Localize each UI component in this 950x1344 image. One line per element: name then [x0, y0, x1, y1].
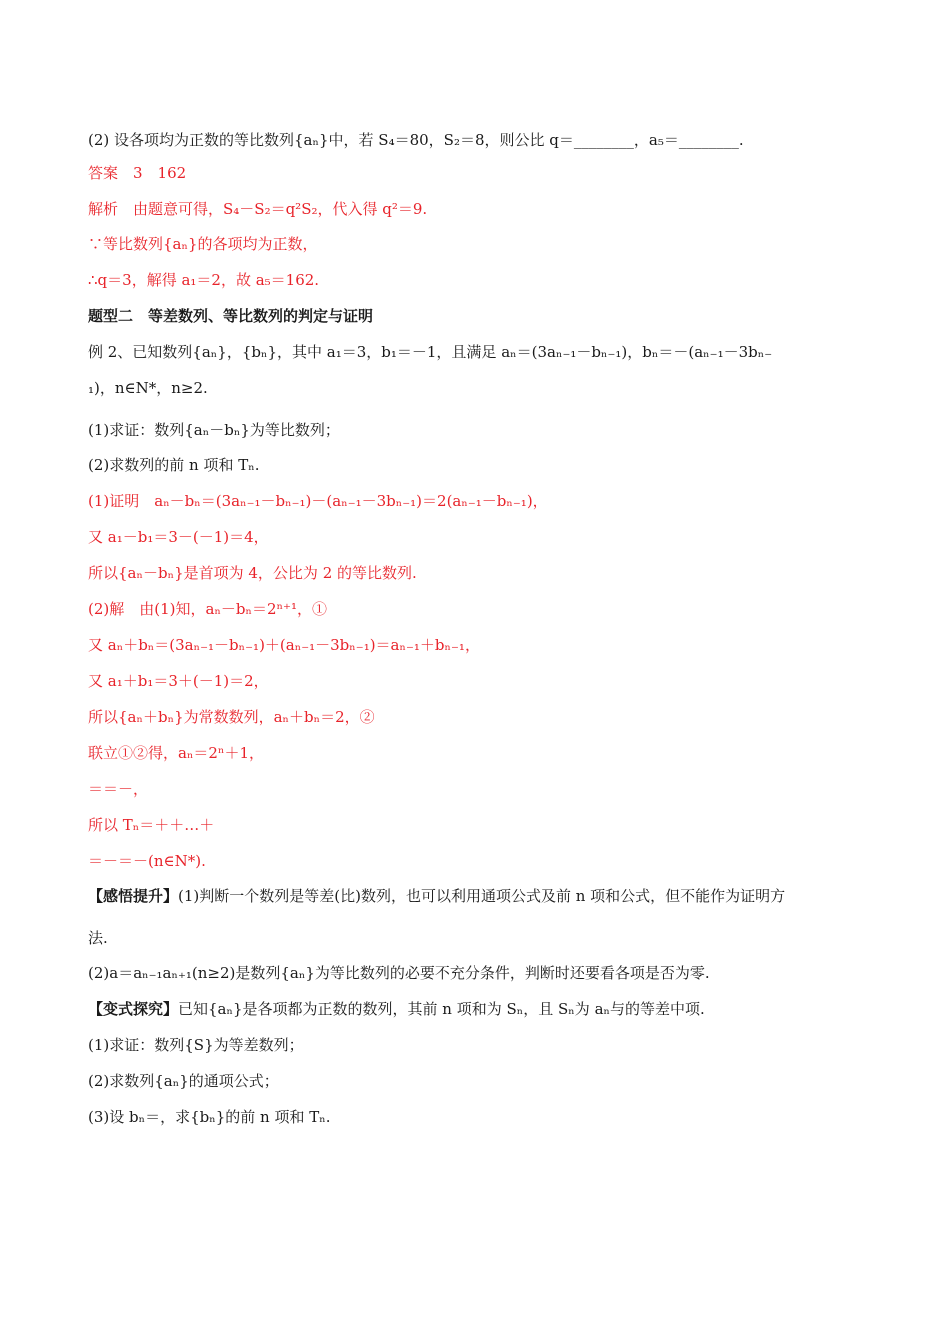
question-2-text: (2) 设各项均为正数的等比数列{aₙ}中，若 S₄＝80，S₂＝8，则公比 q＝________，a₅＝________. — [88, 131, 744, 149]
solution-line: ＝＝－， — [88, 780, 149, 798]
example-2-part-1: (1)求证：数列{aₙ－bₙ}为等比数列； — [88, 421, 340, 439]
insight-paragraph: 【感悟提升】(1)判断一个数列是等差(比)数列，也可以利用通项公式及前 n 项和公式，但不能作为证明方 — [88, 887, 786, 905]
proof-line: 所以{aₙ－bₙ}是首项为 4，公比为 2 的等比数列. — [88, 564, 417, 582]
variant-part-3: (3)设 bₙ＝，求{bₙ}的前 n 项和 Tₙ. — [88, 1108, 331, 1126]
insight-paragraph-cont: 法. — [88, 929, 108, 947]
solution-line: ∵等比数列{aₙ}的各项均为正数， — [88, 235, 318, 253]
solution-line: ＝－＝－(n∈N*). — [88, 852, 206, 870]
variant-problem: 【变式探究】已知{aₙ}是各项都为正数的数列，其前 n 项和为 Sₙ，且 Sₙ为 aₙ与的等差中项. — [88, 1000, 705, 1018]
solution-line: 又 a₁＋b₁＝3＋(－1)＝2， — [88, 672, 269, 690]
solution-line: 所以{aₙ＋bₙ}为常数数列，aₙ＋bₙ＝2，② — [88, 708, 375, 726]
section-heading: 题型二 等差数列、等比数列的判定与证明 — [88, 307, 374, 325]
answer-line: 答案 3 162 — [88, 164, 187, 182]
analysis-line: 解析 由题意可得，S₄－S₂＝q²S₂，代入得 q²＝9. — [88, 200, 428, 218]
section-tag: 【变式探究】 — [88, 1000, 179, 1018]
solution-line: 又 aₙ＋bₙ＝(3aₙ₋₁－bₙ₋₁)＋(aₙ₋₁－3bₙ₋₁)＝aₙ₋₁＋bₙ₋₁， — [88, 636, 480, 654]
example-2-text-cont: ₁)，n∈N*，n≥2. — [88, 379, 208, 397]
solution-line: 联立①②得，aₙ＝2ⁿ＋1， — [88, 744, 265, 762]
section-tag: 【感悟提升】 — [88, 887, 179, 905]
solution-line: ∴q＝3，解得 a₁＝2，故 a₅＝162. — [88, 271, 320, 289]
example-2-text: 例 2、已知数列{aₙ}，{bₙ}，其中 a₁＝3，b₁＝－1，且满足 aₙ＝(3aₙ₋₁－bₙ₋₁)，bₙ＝－(aₙ₋₁－3bₙ₋ — [88, 343, 773, 361]
solution-line: 所以 Tₙ＝＋＋…＋ — [88, 816, 215, 834]
variant-part-1: (1)求证：数列{S}为等差数列； — [88, 1036, 304, 1054]
solution-line: (2)解 由(1)知，aₙ－bₙ＝2ⁿ⁺¹，① — [88, 600, 327, 618]
example-2-part-2: (2)求数列的前 n 项和 Tₙ. — [88, 456, 260, 474]
proof-line: (1)证明 aₙ－bₙ＝(3aₙ₋₁－bₙ₋₁)－(aₙ₋₁－3bₙ₋₁)＝2(aₙ₋₁－bₙ₋₁)， — [88, 492, 548, 510]
variant-part-2: (2)求数列{aₙ}的通项公式； — [88, 1072, 279, 1090]
insight-point-2: (2)a＝aₙ₋₁aₙ₊₁(n≥2)是数列{aₙ}为等比数列的必要不充分条件，判断时还要看各项是否为零. — [88, 964, 710, 982]
proof-line: 又 a₁－b₁＝3－(－1)＝4， — [88, 528, 269, 546]
